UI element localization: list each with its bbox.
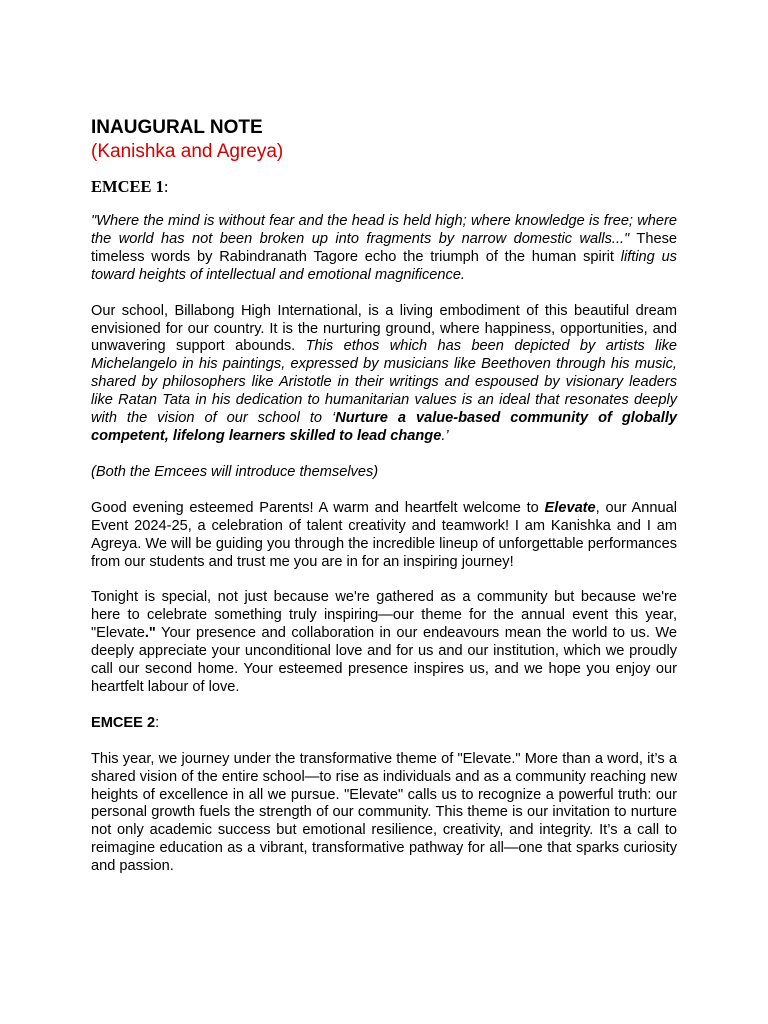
theme-text: This year, we journey under the transformative theme of "Elevate." More than a word, it’s a shared vision of the entire school—to rise as individuals and as a community reaching new heights of excellence in all we pursue. "Elevate" calls us to recognize a powerful truth: our personal growth fuels the strength of our community. This theme is our invitation to nurture not only academic success but emotional resilience, creativity, and integrity. It’s a call to reimagine education as a vibrant, transformative pathway for all—one that sparks curiosity and passion. — [91, 750, 677, 875]
welcome-event-name: Elevate — [544, 499, 596, 516]
emcee-1-colon: : — [163, 177, 169, 196]
paragraph-tagore-quote — [91, 213, 677, 285]
paragraph-welcome — [91, 500, 677, 572]
tagore-italic: lifting us toward heights of intellectual and emotional magnificence. — [91, 248, 677, 283]
paragraph-school — [91, 303, 677, 446]
paragraph-tonight — [91, 589, 677, 696]
school-vision-end: .’ — [441, 427, 449, 444]
welcome-before: Good evening esteemed Parents! A warm and heartfelt welcome to — [91, 499, 545, 516]
emcee-2-heading — [91, 715, 677, 733]
school-ethos: This ethos which has been depicted by artists like Michelangelo in his paintings, expressed by musicians like Beethoven through his music, shared by philosophers like Aristotle in their writings and espoused by visionary leaders like Ratan Tata in his dedication to humanitarian values is an ideal that resonates deeply with the vision of our school to ‘ — [91, 338, 678, 427]
tonight-bold: ." — [144, 625, 156, 642]
paragraph-theme — [91, 751, 677, 876]
emcee-1-label: EMCEE 1 — [91, 177, 164, 196]
emcee-2-label: EMCEE 2 — [91, 714, 156, 731]
school-vision: Nurture a value-based community of globally competent, lifelong learners skilled to lead change — [91, 410, 677, 444]
document-title: INAUGURAL NOTE — [91, 117, 263, 138]
stage-direction: (Both the Emcees will introduce themselves) — [91, 463, 379, 480]
paragraph-stage-direction — [91, 464, 677, 482]
tonight-before: Tonight is special, not just because we're gathered as a community but because we're here to celebrate something truly inspiring—our theme for the annual event this year, "Elevate — [91, 589, 677, 642]
tagore-quote: "Where the mind is without fear and the head is held high; where knowledge is free; where the world has not been broken up into fragments by narrow domestic walls..." — [91, 213, 677, 247]
welcome-after: , our Annual Event 2024-25, a celebration of talent creativity and teamwork! I am Kanishka and I am Agreya. We will be guiding you through the incredible lineup of unforgettable performances from our students and trust me you are in for an inspiring journey! — [91, 499, 677, 570]
emcee-2-colon: : — [155, 714, 160, 731]
document-page — [91, 116, 677, 894]
tonight-after: Your presence and collaboration in our endeavours mean the world to us. We deeply appreciate your unconditional love and for us and our institution, which we proudly call our second home. Your esteemed presence inspires us, and we hope you enjoy our heartfelt labour of love. — [91, 625, 677, 695]
school-text: Our school, Billabong High International, is a living embodiment of this beautiful dream envisioned for our country. It is the nurturing ground, where happiness, opportunities, and unwavering support abounds. — [91, 302, 677, 355]
tagore-text: These timeless words by Rabindranath Tagore echo the triumph of the human spirit — [91, 230, 677, 265]
document-subtitle: (Kanishka and Agreya) — [91, 141, 284, 162]
emcee-1-heading — [91, 177, 677, 197]
